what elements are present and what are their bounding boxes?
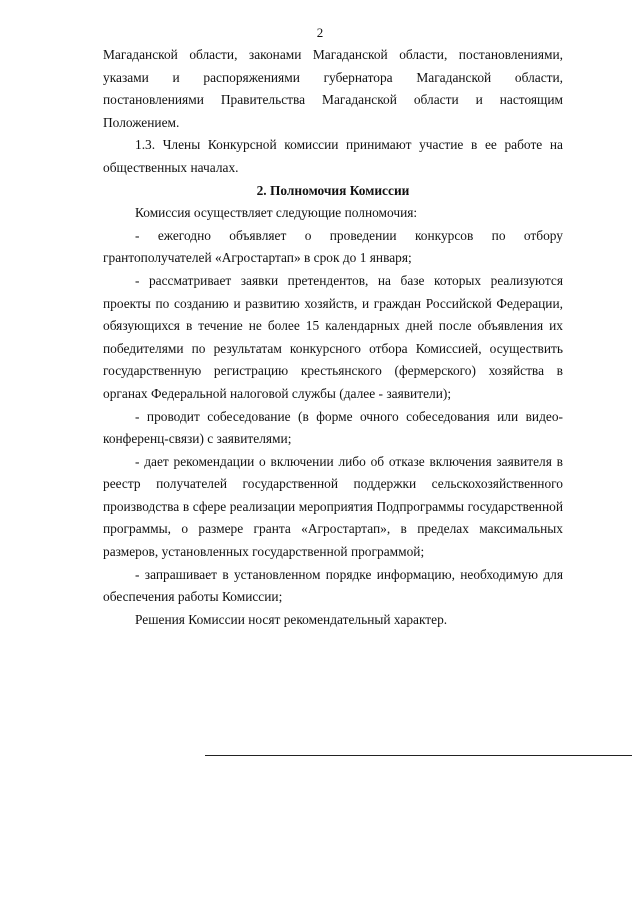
page-number: 2 — [316, 25, 324, 40]
document-body — [103, 44, 563, 631]
power-item-5: - запрашивает в установленном порядке информацию, необходимую для обеспечения работы Комиссии; — [103, 566, 563, 605]
powers-intro: Комиссия осуществляет следующие полномочия: — [135, 205, 418, 221]
paragraph-1-3: 1.3. Члены Конкурсной комиссии принимают участие в ее работе на общественных началах. — [103, 137, 563, 175]
power-item-3: - проводит собеседование (в форме очного собеседования или видео-конференц-связи) с заявителями; — [103, 408, 563, 447]
power-item-2: - рассматривает заявки претендентов, на базе которых реализуются проекты по созданию и развитию хозяйств, и граждан Российской Федерации, обязующихся в течение не более 15 календарных дней после объявления их победителями по результатам конкурсного отбора Комиссией, осуществить государственную регистрацию крестьянского (фермерского) хозяйства в органах Федеральной налоговой службы (далее - заявители); — [103, 272, 563, 401]
power-item-1: - ежегодно объявляет о проведении конкурсов по отбору грантополучателей «Агростартап» в срок до 1 января; — [103, 227, 563, 266]
closing-paragraph: Решения Комиссии носят рекомендательный характер. — [135, 611, 448, 627]
power-item-4: - дает рекомендации о включении либо об отказе включения заявителя в реестр получателей государственной поддержки сельскохозяйственного производства в сфере реализации мероприятия Подпрограммы государственной программы, о размере гранта «Агростартап», в пределах максимальных размеров, установленных государственной программой; — [103, 453, 563, 560]
horizontal-rule — [205, 755, 632, 756]
paragraph-continuation: Магаданской области, законами Магаданской области, постановлениями, указами и распоряжениями губернатора Магаданской области, постановлениями Правительства Магаданской области и настоящим Положением. — [103, 47, 563, 130]
section-heading: 2. Полномочия Комиссии — [256, 182, 410, 198]
